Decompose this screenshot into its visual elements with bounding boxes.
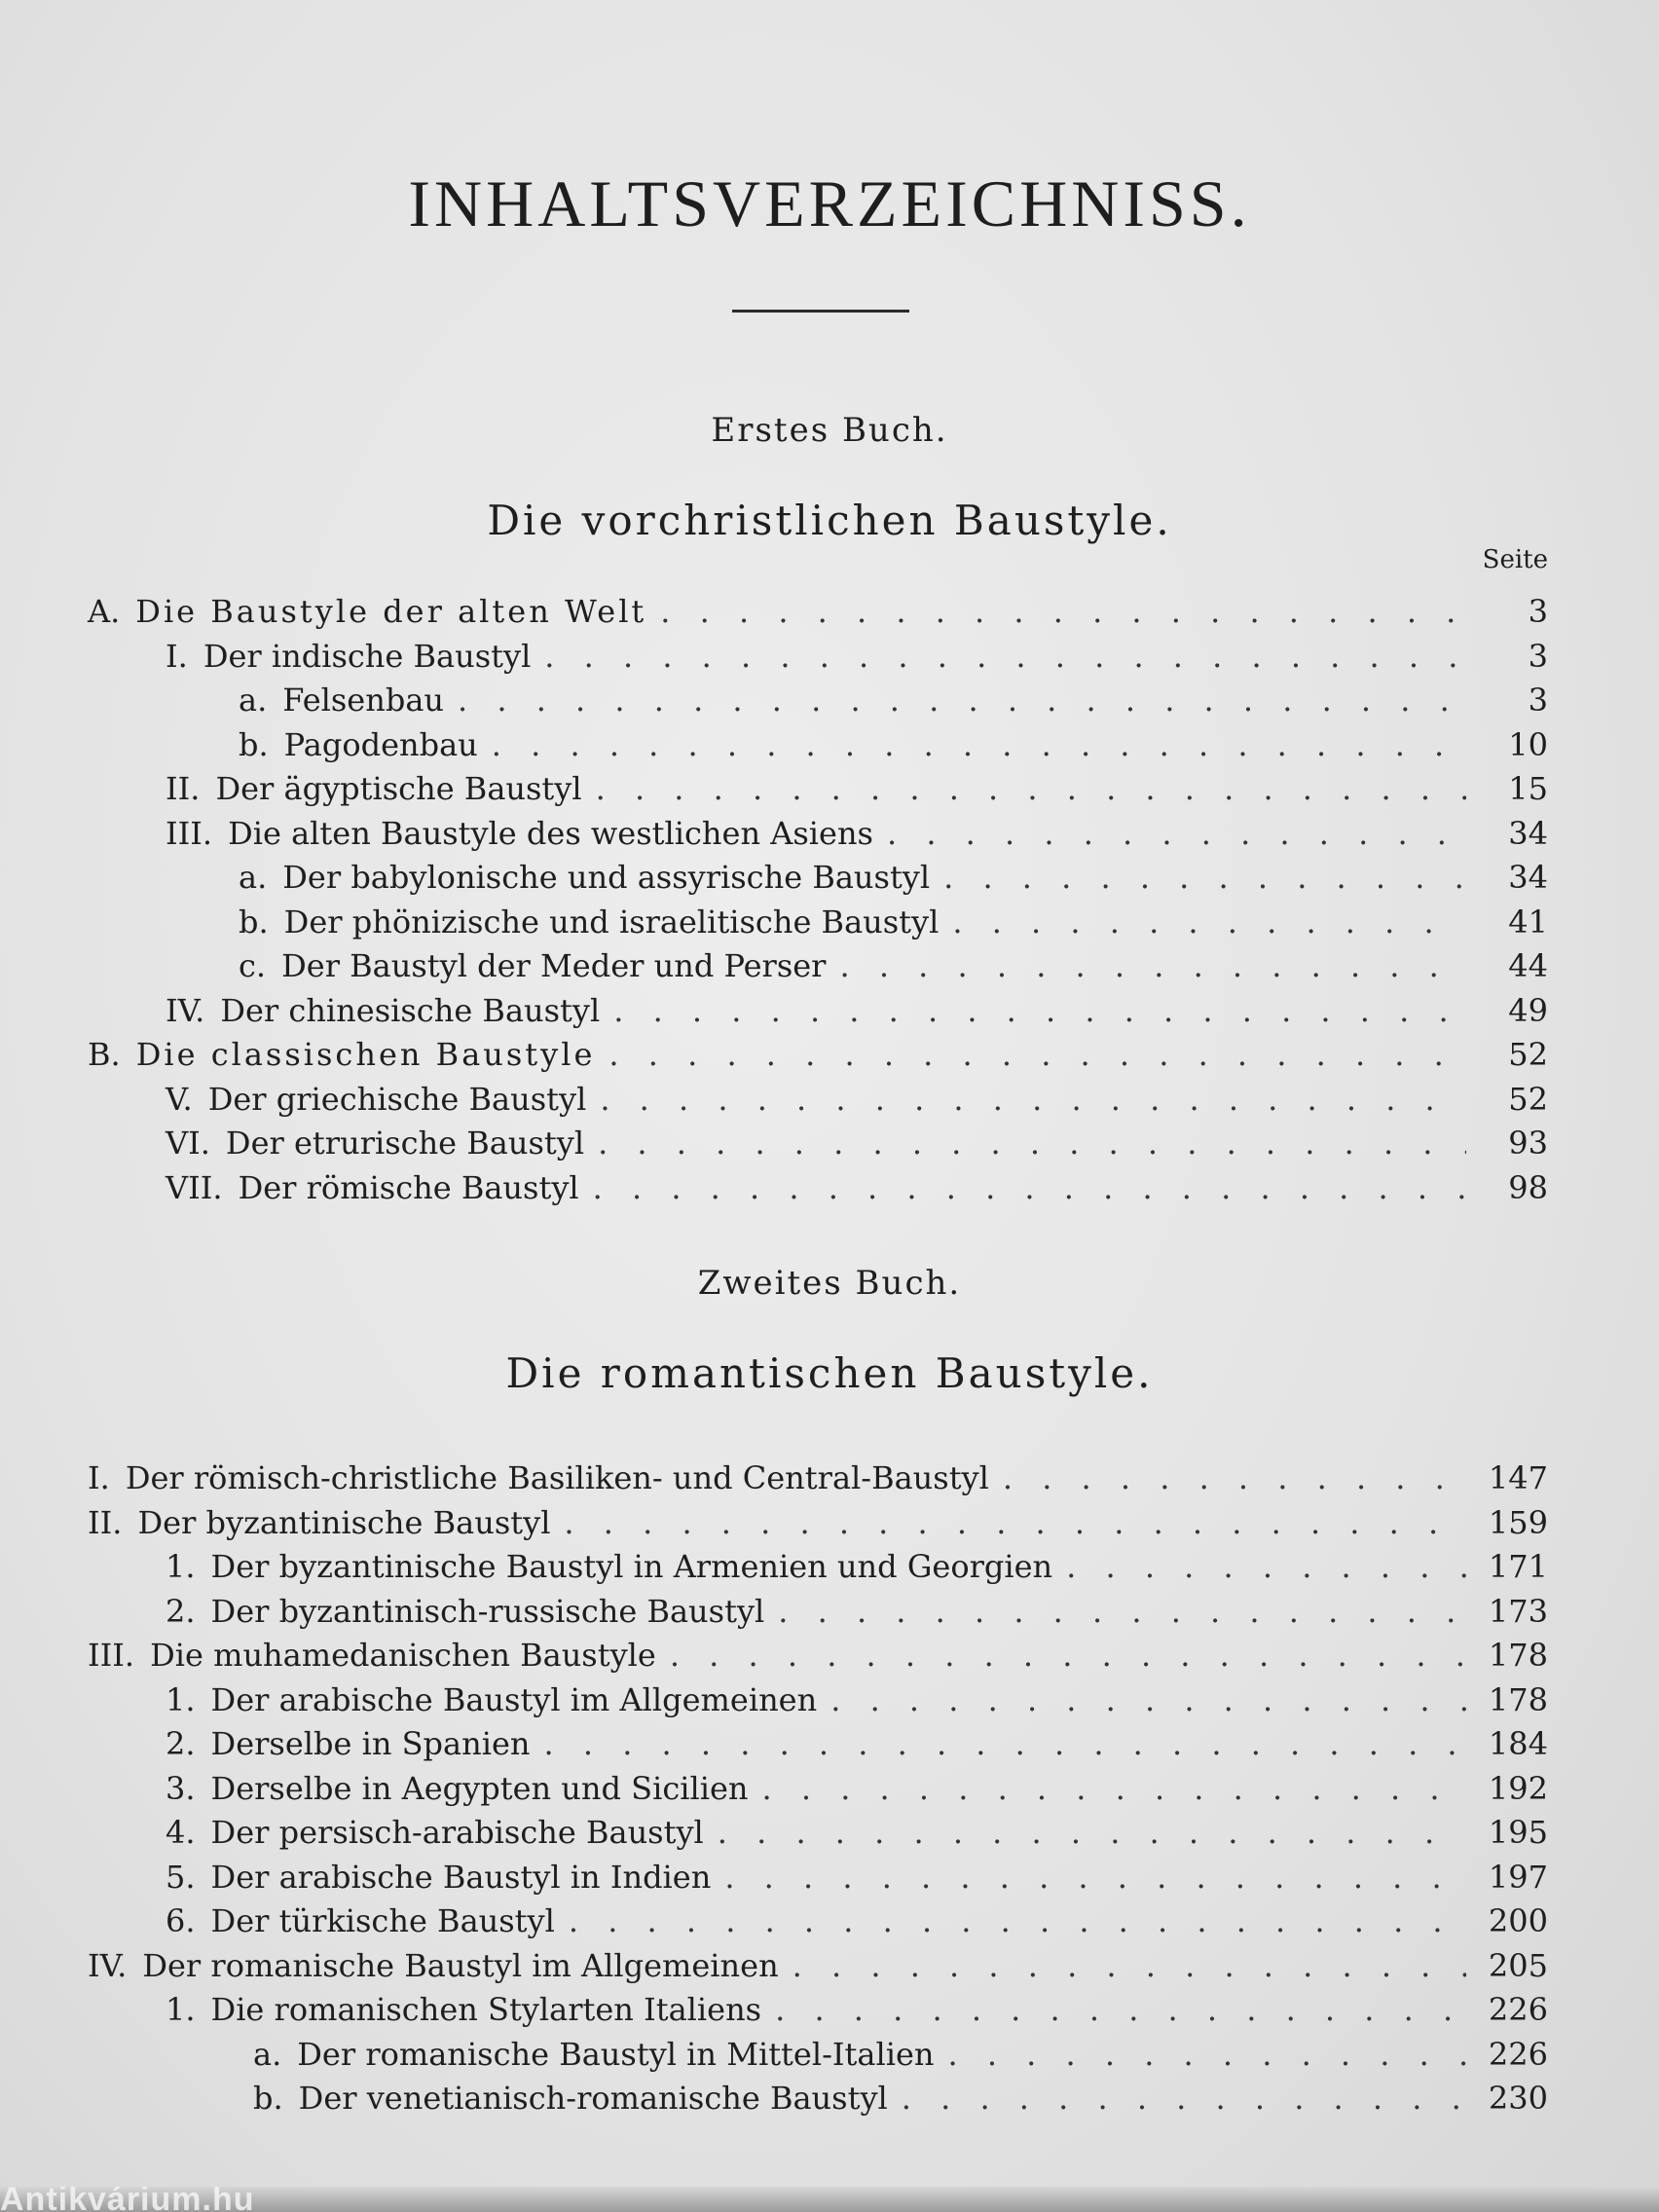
- book1-label: Erstes Buch.: [711, 411, 948, 450]
- toc-entry: 2. Der byzantinisch-russische Baustyl . . . 173: [88, 1590, 1548, 1635]
- toc-entry: III. Die muhamedanischen Baustyle . . . 178: [88, 1634, 1548, 1678]
- toc-entry: 6. Der türkische Baustyl . . . 200: [88, 1899, 1548, 1944]
- toc-entry: a. Felsenbau . . . 3: [88, 679, 1548, 723]
- toc-entry: III. Die alten Baustyle des westlichen Asiens . . . 34: [88, 812, 1548, 857]
- toc-entry: 1. Die romanischen Stylarten Italiens . . . 226: [88, 1988, 1548, 2033]
- toc-entry: 5. Der arabische Baustyl in Indien . . . 197: [88, 1856, 1548, 1900]
- toc-entry: 1. Der arabische Baustyl im Allgemeinen . . . 178: [88, 1678, 1548, 1723]
- toc-entry: II. Der byzantinische Baustyl . . . 159: [88, 1501, 1548, 1546]
- toc-entry: II. Der ägyptische Baustyl . . . 15: [88, 767, 1548, 812]
- book2-toc: [88, 1456, 1548, 2121]
- book2-title: Die romantischen Baustyle.: [505, 1349, 1154, 1397]
- seite-column-label: Seite: [1482, 545, 1548, 574]
- book1-title: Die vorchristlichen Baustyle.: [487, 497, 1172, 544]
- book2-label: Zweites Buch.: [697, 1264, 962, 1303]
- toc-entry: IV. Der chinesische Baustyl . . . 49: [88, 989, 1548, 1034]
- toc-entry: b. Pagodenbau . . . 10: [88, 723, 1548, 768]
- toc-entry: I. Der römisch-christliche Basiliken- und Central-Baustyl . . . 147: [88, 1456, 1548, 1501]
- toc-entry: 1. Der byzantinische Baustyl in Armenien und Georgien . . . 171: [88, 1545, 1548, 1590]
- toc-entry: VII. Der römische Baustyl . . . 98: [88, 1166, 1548, 1211]
- title-rule: [732, 310, 909, 313]
- toc-entry: a. Der romanische Baustyl in Mittel-Italien . . . 226: [88, 2033, 1548, 2078]
- toc-entry: 2. Derselbe in Spanien . . . 184: [88, 1722, 1548, 1767]
- toc-entry: b. Der phönizische und israelitische Baustyl . . . 41: [88, 901, 1548, 945]
- book1-toc: [88, 590, 1548, 1210]
- toc-entry: VI. Der etrurische Baustyl . . . 93: [88, 1122, 1548, 1166]
- toc-entry: c. Der Baustyl der Meder und Perser . . . 44: [88, 944, 1548, 989]
- toc-entry: 3. Derselbe in Aegypten und Sicilien . . . 192: [88, 1767, 1548, 1812]
- toc-entry: V. Der griechische Baustyl . . . 52: [88, 1078, 1548, 1123]
- toc-entry: B. Die classischen Baustyle . . . 52: [88, 1033, 1548, 1078]
- toc-entry: A. Die Baustyle der alten Welt . . . 3: [88, 590, 1548, 635]
- toc-entry: IV. Der romanische Baustyl im Allgemeinen . . . 205: [88, 1944, 1548, 1989]
- toc-entry: a. Der babylonische und assyrische Baustyl . . . 34: [88, 856, 1548, 901]
- watermark: Antikvárium.hu: [0, 2187, 255, 2212]
- toc-entry: 4. Der persisch-arabische Baustyl . . . 195: [88, 1811, 1548, 1856]
- toc-entry: I. Der indische Baustyl . . . 3: [88, 635, 1548, 680]
- page-title: INHALTSVERZEICHNISS.: [408, 166, 1251, 240]
- toc-entry: b. Der venetianisch-romanische Baustyl . . . 230: [88, 2077, 1548, 2121]
